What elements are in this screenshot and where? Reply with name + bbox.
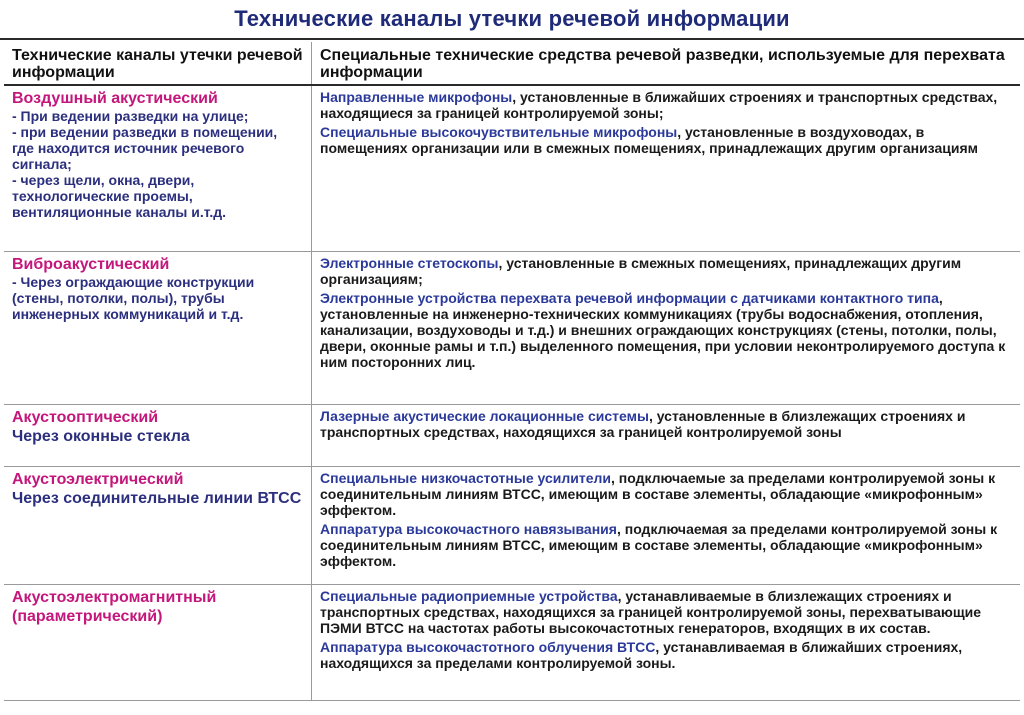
device-name: Электронные устройства перехвата речевой информации с датчиками контактного типа bbox=[320, 290, 939, 306]
means-item bbox=[320, 470, 1012, 518]
device-description: , устанавливаемая в ближайших строениях, находящихся за пределами контролируемой зоны. bbox=[320, 639, 963, 671]
device-description: , установленные в ближайших строениях и транспортных средствах, находящиеся за границей контролируемой зоны; bbox=[320, 89, 998, 121]
device-name: Специальные высокочувствительные микрофоны bbox=[320, 124, 678, 140]
channel-note: - При ведении разведки на улице; bbox=[12, 108, 249, 124]
means-item bbox=[320, 408, 1012, 440]
header-means: Специальные технические средства речевой разведки, используемые для перехвата информации bbox=[312, 42, 1021, 85]
means-item bbox=[320, 124, 1012, 156]
device-description: , подключаемая за пределами контролируемой зоны к соединительным линиям ВТСС, имеющим в составе элементы, обладающие «микрофонным» эффектом. bbox=[320, 521, 998, 569]
device-name: Лазерные акустические локационные системы bbox=[320, 408, 649, 424]
channel-cell bbox=[4, 252, 312, 405]
means-cell bbox=[312, 405, 1021, 467]
means-item bbox=[320, 521, 1012, 569]
means-cell bbox=[312, 585, 1021, 701]
means-item bbox=[320, 89, 1012, 121]
means-cell bbox=[312, 85, 1021, 252]
channel-note: - через щели, окна, двери, технологические проемы, вентиляционные каналы и.т.д. bbox=[12, 172, 227, 220]
device-description: , устанавливаемые в близлежащих строениях и транспортных средствах, находящихся за границей контролируемой зоны, перехватывающие ПЭМИ ВТСС на частотах работы высокочастотных генераторов, входящих в их состав. bbox=[320, 588, 982, 636]
table-header-row bbox=[4, 42, 1020, 85]
device-description: , установленные в воздуховодах, в помещениях организации или в смежных помещениях, принадлежащих другим организациям bbox=[320, 124, 978, 156]
means-item bbox=[320, 588, 1012, 636]
channel-name: Виброакустический bbox=[12, 256, 170, 273]
header-channels: Технические каналы утечки речевой информации bbox=[4, 42, 312, 85]
channel-name: Воздушный акустический bbox=[12, 90, 218, 107]
channel-name: Акустооптический bbox=[12, 409, 159, 426]
device-name: Специальные низкочастотные усилители bbox=[320, 470, 611, 486]
table-row bbox=[4, 252, 1020, 405]
title-divider bbox=[0, 38, 1024, 40]
page-title: Технические каналы утечки речевой информации bbox=[234, 6, 790, 31]
device-name: Направленные микрофоны bbox=[320, 89, 513, 105]
device-description: , установленные в близлежащих строениях и транспортных средствах, находящихся за границей контролируемой зоны bbox=[320, 408, 966, 440]
device-description: , подключаемые за пределами контролируемой зоны к соединительным линиям ВТСС, имеющим в составе элементы, обладающие «микрофонным» эффектом. bbox=[320, 470, 996, 518]
channel-name: Акустоэлектрический bbox=[12, 471, 184, 488]
channel-name: Акустоэлектромагнитный (параметрический) bbox=[12, 589, 217, 625]
channel-note: - при ведении разведки в помещении, где находится источник речевого сигнала; bbox=[12, 124, 278, 172]
channel-path: Через оконные стекла bbox=[12, 428, 190, 445]
table-row bbox=[4, 585, 1020, 701]
channel-cell bbox=[4, 467, 312, 585]
device-name: Аппаратура высокочастотного облучения ВТСС bbox=[320, 639, 656, 655]
channel-path: Через соединительные линии ВТСС bbox=[12, 490, 302, 507]
device-name: Аппаратура высокочастного навязывания bbox=[320, 521, 617, 537]
channel-cell bbox=[4, 585, 312, 701]
device-description: , установленные в смежных помещениях, принадлежащих другим организациям; bbox=[320, 255, 962, 287]
table-row bbox=[4, 405, 1020, 467]
channel-cell bbox=[4, 85, 312, 252]
device-name: Электронные стетоскопы bbox=[320, 255, 499, 271]
channels-table bbox=[4, 42, 1020, 701]
channel-note: - Через ограждающие конструкции (стены, потолки, полы), трубы инженерных коммуникаций и т.д. bbox=[12, 274, 255, 322]
means-item bbox=[320, 290, 1012, 370]
means-item bbox=[320, 639, 1012, 671]
channel-cell bbox=[4, 405, 312, 467]
device-name: Специальные радиоприемные устройства bbox=[320, 588, 618, 604]
table-row bbox=[4, 467, 1020, 585]
means-item bbox=[320, 255, 1012, 287]
table-row bbox=[4, 85, 1020, 252]
device-description: , установленные на инженерно-технических коммуникациях (трубы водоснабжения, отопления, канализации, воздуховоды и т.д.) и внешних ограждающих конструкциях (стены, потолки, полы, двери, оконные рамы и т.п.) выделенного помещения, при условии неконтролируемого доступа к ним посторонних лиц. bbox=[320, 290, 1006, 370]
means-cell bbox=[312, 252, 1021, 405]
means-cell bbox=[312, 467, 1021, 585]
